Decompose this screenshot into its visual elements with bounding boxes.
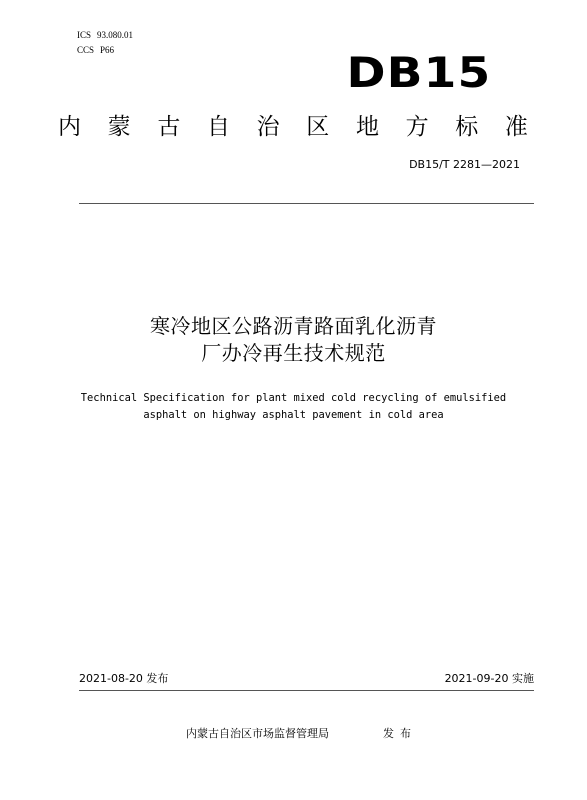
issue-date: 2021-08-20 发布 xyxy=(79,672,169,685)
issuer-title-char: 标 xyxy=(455,114,479,140)
publish-label: 发布 xyxy=(383,727,417,740)
chinese-title-line-1: 寒冷地区公路沥青路面乳化沥青 xyxy=(150,314,437,338)
issuer-title xyxy=(58,112,528,142)
ics-code: 93.080.01 xyxy=(97,30,134,40)
issuer-title-char: 内 xyxy=(58,114,81,140)
issuer-title-char: 区 xyxy=(306,114,330,140)
db15-logo: DB15 xyxy=(346,48,491,97)
ccs-code: P66 xyxy=(100,45,115,55)
english-title-line-1: Technical Specification for plant mixed cold recycling of emulsified xyxy=(80,392,507,404)
ccs-classification xyxy=(77,45,114,56)
ccs-label: CCS xyxy=(77,45,95,55)
issuer-title-char: 古 xyxy=(157,114,181,140)
issuer-title-char: 蒙 xyxy=(107,114,131,140)
issuer-title-char: 治 xyxy=(256,114,280,140)
implementation-date: 2021-09-20 实施 xyxy=(444,672,534,685)
ics-classification xyxy=(77,30,133,41)
standard-number: DB15/T 2281—2021 xyxy=(409,158,520,171)
footer-divider xyxy=(79,690,534,691)
issuer-title-char: 方 xyxy=(405,114,429,140)
issuer-title-char: 准 xyxy=(504,114,528,140)
issuer-title-char: 地 xyxy=(355,114,379,140)
chinese-title-line-2: 厂办冷再生技术规范 xyxy=(201,341,386,365)
ics-label: ICS xyxy=(77,30,92,40)
header-divider xyxy=(79,203,534,204)
publisher-name: 内蒙古自治区市场监督管理局 xyxy=(186,727,329,740)
english-title-line-2: asphalt on highway asphalt pavement in cold area xyxy=(143,409,444,421)
issuer-title-char: 自 xyxy=(206,114,230,140)
